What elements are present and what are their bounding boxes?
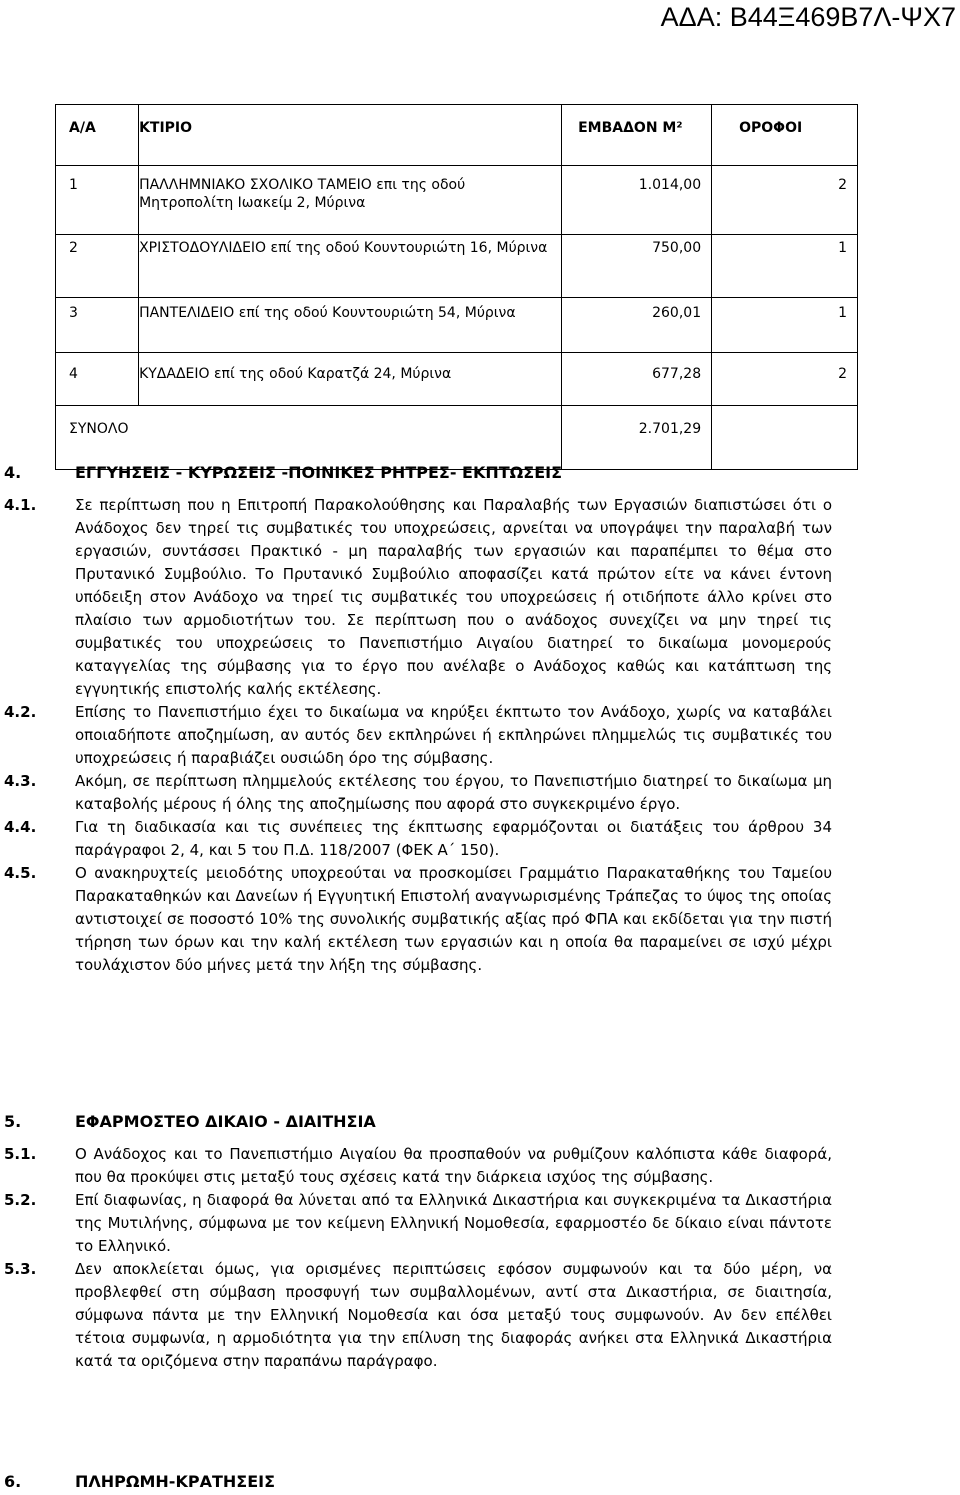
total-empty-cell bbox=[712, 406, 858, 470]
cell-building: ΠΑΛΛΗΜΝΙΑΚΟ ΣΧΟΛΙΚΟ ΤΑΜΕΙΟ επι της οδού Μητροπολίτη Ιωακείμ 2, Μύρινα bbox=[139, 166, 562, 235]
clause-text: Σε περίπτωση που η Επιτροπή Παρακολούθησης και Παραλαβής των Εργασιών διαπιστώσει ότι ο Ανάδοχος δεν τηρεί τις συμβατικές του υποχρεώσεις, αρνείται να υπογράψει την παραλαβή των εργασιών, συντάσσει Πρακτικό - μη παραλαβής των εργασιών και παραπέμπει το θέμα στο Πρυτανικό Συμβούλιο. Το Πρυτανικό Συμβούλιο αποφασίζει κατά πρώτον είτε να κάνει έντονη υπόδειξη στον Ανάδοχο να τηρεί τις συμβατικές του υποχρεώσεις ή οτιδήποτε άλλο κρίνει στο πλαίσιο των αρμοδιοτήτων του. Σε περίπτωση που ο ανάδοχος συνεχίζει να μην τηρεί τις συμβατικές του υποχρεώσεις το Πανεπιστήμιο Αιγαίου διατηρεί το δικαίωμα μονομερούς καταγγελίας της σύμβασης για το έργο που ανέλαβε ο Ανάδοχος καθώς και κατάπτωση της εγγυητικής επιστολής καλής εκτέλεσης. bbox=[75, 496, 832, 698]
section-title: ΕΓΓΥΗΣΕΙΣ - ΚΥΡΩΣΕΙΣ -ΠΟΙΝΙΚΕΣ ΡΗΤΡΕΣ- ΕΚΠΤΩΣΕΙΣ bbox=[75, 463, 563, 482]
cell-aa: 1 bbox=[56, 166, 139, 235]
buildings-table bbox=[55, 104, 858, 470]
section-6 bbox=[4, 1470, 832, 1493]
clause-text: Ακόμη, σε περίπτωση πλημμελούς εκτέλεσης του έργου, το Πανεπιστήμιο διατηρεί το δικαίωμα μη καταβολής μέρους ή όλης της αποζημίωσης που αφορά στο συγκεκριμένο έργο. bbox=[75, 772, 832, 813]
table-row bbox=[56, 166, 858, 235]
cell-area: 750,00 bbox=[562, 235, 712, 298]
cell-area: 677,28 bbox=[562, 353, 712, 406]
section-number: 4. bbox=[4, 463, 22, 482]
total-label: ΣΥΝΟΛΟ bbox=[56, 406, 562, 470]
section-number: 6. bbox=[4, 1472, 22, 1491]
table-row bbox=[56, 353, 858, 406]
cell-aa: 3 bbox=[56, 298, 139, 353]
clause-text: Ο ανακηρυχτείς μειοδότης υποχρεούται να προσκομίσει Γραμμάτιο Παρακαταθήκης του Ταμείου Παρακαταθηκών και Δανείων ή Εγγυητική Επιστολή αναγνωρισμένης Τράπεζας το ύψος της οποίας αντιστοιχεί σε ποσοστό 10% της συνολικής συμβατικής αξίας πρό ΦΠΑ και εκδίδεται για την πιστή τήρηση των όρων και την καλή εκτέλεση των εργασιών και η οποία θα παραμείνει σε ισχύ μέχρι τουλάχιστον δύο μήνες μετά την λήξη της σύμβασης. bbox=[75, 864, 832, 974]
clause-text: Ο Ανάδοχος και το Πανεπιστήμιο Αιγαίου θα προσπαθούν να ρυθμίζουν καλόπιστα κάθε διαφορά, που θα προκύψει στις μεταξύ τους σχέσεις κατά την διάρκεια ισχύος της σύμβασης. bbox=[75, 1145, 832, 1186]
clause-4-1 bbox=[4, 494, 832, 701]
clause-4-4 bbox=[4, 816, 832, 862]
cell-area: 260,01 bbox=[562, 298, 712, 353]
section-4-heading bbox=[4, 461, 832, 484]
clause-5-1 bbox=[4, 1143, 832, 1189]
clause-text: Για τη διαδικασία και τις συνέπειες της έκπτωσης εφαρμόζονται οι διατάξεις του άρθρου 34 παράγραφοι 2, 4, και 5 του Π.Δ. 118/2007 (ΦΕΚ Α΄ 150). bbox=[75, 818, 832, 859]
cell-building: ΧΡΙΣΤΟΔΟΥΛΙΔΕΙΟ επί της οδού Κουντουριώτη 16, Μύρινα bbox=[139, 235, 562, 298]
header-area: ΕΜΒΑΔΟΝ Μ² bbox=[562, 105, 712, 166]
section-5-heading bbox=[4, 1110, 832, 1133]
clause-text: Δεν αποκλείεται όμως, για ορισμένες περιπτώσεις εφόσον συμφωνούν και τα δύο μέρη, να προβλεφθεί στη σύμβαση προσφυγή των συμβαλλομένων, αντί στα Δικαστήρια, σε διαιτησία, σύμφωνα πάντα με την Ελληνική Νομοθεσία και όσα μεταξύ τους συμφωνούν. Αν δεν επέλθει τέτοια συμφωνία, η αρμοδιότητα για την επίλυση της διαφοράς ανήκει στα Ελληνικά Δικαστήρια κατά τα οριζόμενα στην παραπάνω παράγραφο. bbox=[75, 1260, 832, 1370]
section-6-heading bbox=[4, 1470, 832, 1493]
cell-building: ΚΥΔΑΔΕΙΟ επί της οδού Καρατζά 24, Μύρινα bbox=[139, 353, 562, 406]
cell-building: ΠΑΝΤΕΛΙΔΕΙΟ επί της οδού Κουντουριώτη 54, Μύρινα bbox=[139, 298, 562, 353]
table-header-row bbox=[56, 105, 858, 166]
table-total-row bbox=[56, 406, 858, 470]
cell-aa: 2 bbox=[56, 235, 139, 298]
clause-4-2 bbox=[4, 701, 832, 770]
clause-number: 4.5. bbox=[4, 864, 37, 882]
header-aa: Α/Α bbox=[56, 105, 139, 166]
clause-number: 5.3. bbox=[4, 1260, 37, 1278]
clause-text: Επίσης το Πανεπιστήμιο έχει το δικαίωμα να κηρύξει έκπτωτο τον Ανάδοχο, χωρίς να καταβάλει οποιαδήποτε αποζημίωση, αν αυτός δεν εκπληρώνει ή εκπληρώνει πλημμελώς τις συμβατικές του υποχρεώσεις ή παραβιάζει ουσιώδη όρο της σύμβασης. bbox=[75, 703, 832, 767]
table-row bbox=[56, 235, 858, 298]
section-title: ΕΦΑΡΜΟΣΤΕΟ ΔΙΚΑΙΟ - ΔΙΑΙΤΗΣΙΑ bbox=[75, 1112, 376, 1131]
clause-number: 4.2. bbox=[4, 703, 37, 721]
cell-area: 1.014,00 bbox=[562, 166, 712, 235]
cell-floors: 2 bbox=[712, 353, 858, 406]
clause-number: 5.2. bbox=[4, 1191, 37, 1209]
cell-floors: 1 bbox=[712, 235, 858, 298]
section-number: 5. bbox=[4, 1112, 22, 1131]
section-5 bbox=[4, 1110, 832, 1373]
clause-number: 4.1. bbox=[4, 496, 37, 514]
total-value: 2.701,29 bbox=[562, 406, 712, 470]
table-row bbox=[56, 298, 858, 353]
clause-5-2 bbox=[4, 1189, 832, 1258]
clause-4-3 bbox=[4, 770, 832, 816]
clause-text: Επί διαφωνίας, η διαφορά θα λύνεται από τα Ελληνικά Δικαστήρια και συγκεκριμένα τα Δικαστήρια της Μυτιλήνης, σύμφωνα με τον κείμενη Ελληνική Νομοθεσία, εφαρμοστέο δε δίκαιο είναι πάντοτε το Ελληνικό. bbox=[75, 1191, 832, 1255]
section-title: ΠΛΗΡΩΜΗ-ΚΡΑΤΗΣΕΙΣ bbox=[75, 1472, 275, 1491]
clause-number: 5.1. bbox=[4, 1145, 37, 1163]
cell-floors: 1 bbox=[712, 298, 858, 353]
header-building: ΚΤΙΡΙΟ bbox=[139, 105, 562, 166]
clause-4-5 bbox=[4, 862, 832, 977]
cell-floors: 2 bbox=[712, 166, 858, 235]
clause-5-3 bbox=[4, 1258, 832, 1373]
clause-number: 4.4. bbox=[4, 818, 37, 836]
cell-aa: 4 bbox=[56, 353, 139, 406]
header-floors: ΟΡΟΦΟΙ bbox=[712, 105, 858, 166]
section-4 bbox=[4, 461, 832, 977]
ada-code: ΑΔΑ: Β44Ξ469Β7Λ-ΨΧ7 bbox=[660, 2, 956, 32]
clause-number: 4.3. bbox=[4, 772, 37, 790]
